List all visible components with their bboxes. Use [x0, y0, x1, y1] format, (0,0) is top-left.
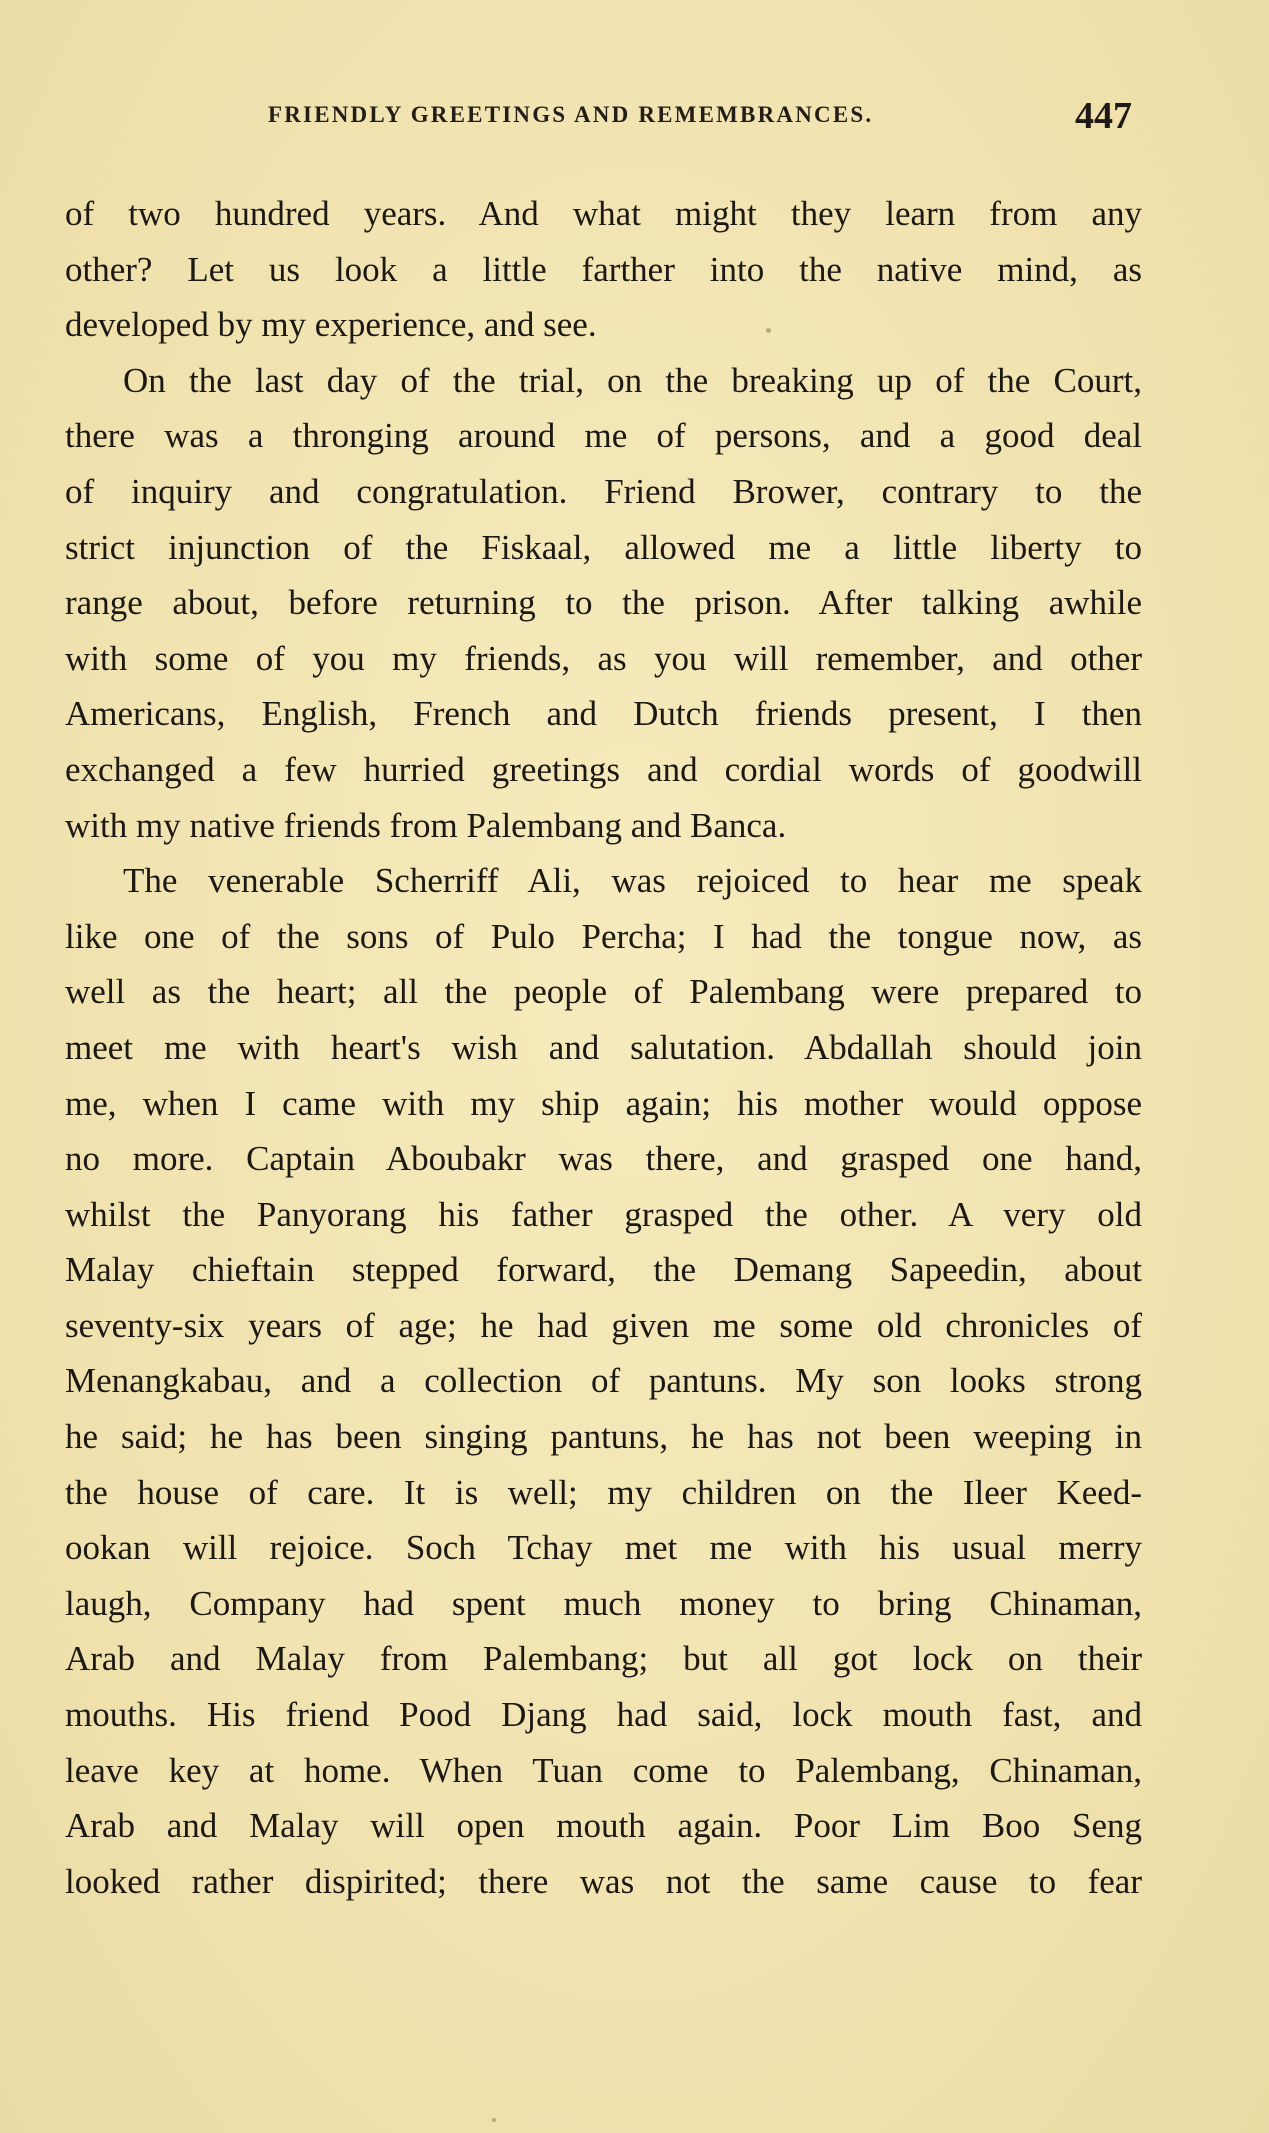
paper-speck — [492, 2118, 496, 2122]
text-line: like one of the sons of Pulo Percha; I had the tongue now, as — [65, 916, 1142, 956]
paragraph-start-line: On the last day of the trial, on the breaking up of the Court, — [123, 360, 1142, 400]
text-line: ookan will rejoice. Soch Tchay met me with his usual merry — [65, 1528, 1142, 1568]
text-line: of inquiry and congratulation. Friend Brower, contrary to the — [65, 471, 1142, 511]
text-line: there was a thronging around me of persons, and a good deal — [65, 416, 1142, 456]
text-line: Menangkabau, and a collection of pantuns. My son looks strong — [65, 1361, 1142, 1401]
text-line: leave key at home. When Tuan come to Palembang, Chinaman, — [65, 1750, 1142, 1790]
text-line: he said; he has been singing pantuns, he has not been weeping in — [65, 1417, 1142, 1457]
text-line: laugh, Company had spent much money to bring Chinaman, — [65, 1583, 1142, 1623]
text-line: seventy-six years of age; he had given me some old chronicles of — [65, 1305, 1142, 1345]
paper-speck — [766, 328, 771, 333]
text-line: Arab and Malay will open mouth again. Poor Lim Boo Seng — [65, 1806, 1142, 1846]
text-line: whilst the Panyorang his father grasped the other. A very old — [65, 1194, 1142, 1234]
text-line: looked rather dispirited; there was not the same cause to fear — [65, 1861, 1142, 1901]
text-line: well as the heart; all the people of Palembang were prepared to — [65, 972, 1142, 1012]
text-line: the house of care. It is well; my children on the Ileer Keed- — [65, 1472, 1142, 1512]
text-line: meet me with heart's wish and salutation. Abdallah should join — [65, 1027, 1142, 1067]
text-line: strict injunction of the Fiskaal, allowed me a little liberty to — [65, 527, 1142, 567]
text-line: mouths. His friend Pood Djang had said, lock mouth fast, and — [65, 1695, 1142, 1735]
text-line: me, when I came with my ship again; his mother would oppose — [65, 1083, 1142, 1123]
running-head: FRIENDLY GREETINGS AND REMEMBRANCES. — [268, 102, 874, 127]
paragraph-start-line: The venerable Scherriff Ali, was rejoiced to hear me speak — [123, 861, 1142, 901]
text-line: with some of you my friends, as you will remember, and other — [65, 638, 1142, 678]
text-line: with my native friends from Palembang and Banca. — [65, 805, 787, 845]
text-line: no more. Captain Aboubakr was there, and grasped one hand, — [65, 1139, 1142, 1179]
text-line: other? Let us look a little farther into the native mind, as — [65, 249, 1142, 289]
page-number: 447 — [1075, 95, 1132, 137]
body-text — [65, 186, 1142, 1909]
text-line: Americans, English, French and Dutch friends present, I then — [65, 694, 1142, 734]
text-line: Arab and Malay from Palembang; but all got lock on their — [65, 1639, 1142, 1679]
text-line: Malay chieftain stepped forward, the Demang Sapeedin, about — [65, 1250, 1142, 1290]
text-line: range about, before returning to the prison. After talking awhile — [65, 583, 1142, 623]
text-line: developed by my experience, and see. — [65, 305, 597, 345]
text-line: of two hundred years. And what might they learn from any — [65, 194, 1142, 233]
text-line: exchanged a few hurried greetings and cordial words of goodwill — [65, 749, 1142, 789]
